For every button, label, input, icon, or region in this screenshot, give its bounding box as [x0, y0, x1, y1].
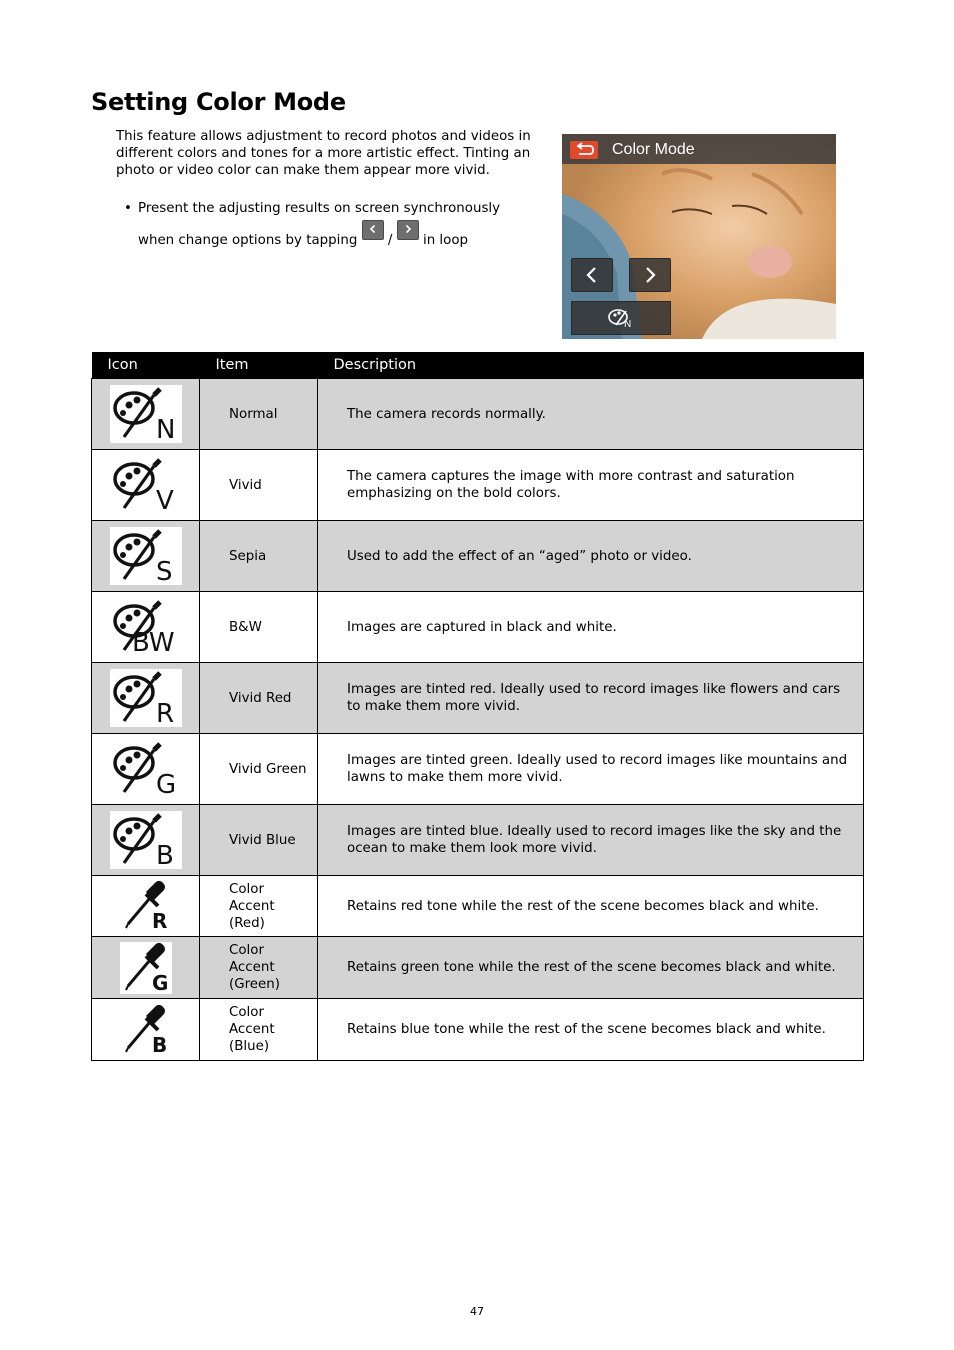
color-mode-palette-icon	[110, 740, 182, 798]
table-row	[92, 805, 864, 876]
color-mode-palette-icon	[110, 598, 182, 656]
item-name: Color Accent (Blue)	[200, 999, 318, 1061]
item-name: Normal	[200, 379, 318, 450]
color-mode-palette-icon	[110, 811, 182, 869]
camera-title-bar	[562, 134, 836, 164]
table-row	[92, 999, 864, 1061]
bullet-text: Present the adjusting results on screen synchronously when change options by tapping	[138, 201, 501, 248]
color-accent-dropper-icon	[120, 942, 172, 994]
color-mode-table	[91, 352, 864, 1061]
item-name: Sepia	[200, 521, 318, 592]
table-row	[92, 663, 864, 734]
svg-text:R: R	[151, 909, 167, 932]
item-name: B&W	[200, 592, 318, 663]
page-number: 47	[470, 1305, 484, 1318]
color-mode-palette-icon	[110, 385, 182, 443]
svg-text:N: N	[155, 415, 175, 443]
header-description: Description	[318, 352, 864, 379]
item-description: Images are captured in black and white.	[318, 592, 864, 663]
svg-text:B: B	[155, 841, 174, 869]
svg-text:B: B	[151, 1032, 167, 1056]
item-description: Retains green tone while the rest of the scene becomes black and white.	[318, 937, 864, 999]
item-description: Retains red tone while the rest of the scene becomes black and white.	[318, 876, 864, 937]
item-description: Images are tinted blue. Ideally used to record images like the sky and the ocean to make them look more vivid.	[318, 805, 864, 876]
camera-screen	[562, 134, 836, 339]
color-accent-dropper-icon	[120, 1004, 172, 1056]
item-description: Retains blue tone while the rest of the scene becomes black and white.	[318, 999, 864, 1061]
color-mode-normal-icon[interactable]	[571, 301, 671, 335]
svg-text:BW: BW	[131, 628, 175, 656]
color-mode-palette-icon	[110, 669, 182, 727]
table-row	[92, 521, 864, 592]
item-name: Vivid	[200, 450, 318, 521]
svg-text:G: G	[155, 770, 176, 798]
table-row	[92, 450, 864, 521]
back-icon[interactable]	[570, 141, 598, 159]
item-name: Vivid Red	[200, 663, 318, 734]
bullet-dot: •	[124, 201, 132, 216]
item-description: The camera captures the image with more contrast and saturation emphasizing on the bold colors.	[318, 450, 864, 521]
chevron-right-icon	[397, 220, 419, 240]
camera-next-button[interactable]	[629, 258, 671, 292]
item-description: Used to add the effect of an “aged” photo or video.	[318, 521, 864, 592]
header-item: Item	[200, 352, 318, 379]
item-name: Color Accent (Green)	[200, 937, 318, 999]
bullet-separator: /	[387, 233, 393, 248]
item-description: Images are tinted green. Ideally used to record images like mountains and lawns to make them more vivid.	[318, 734, 864, 805]
item-description: The camera records normally.	[318, 379, 864, 450]
page-title: Setting Color Mode	[91, 88, 346, 116]
table-row	[92, 876, 864, 937]
svg-text:N: N	[624, 319, 632, 330]
svg-text:S: S	[155, 557, 173, 585]
table-header-row	[92, 352, 864, 379]
camera-prev-button[interactable]	[571, 258, 613, 292]
color-mode-palette-icon	[110, 456, 182, 514]
color-accent-dropper-icon	[120, 880, 172, 932]
item-description: Images are tinted red. Ideally used to record images like flowers and cars to make them more vivid.	[318, 663, 864, 734]
item-name: Vivid Green	[200, 734, 318, 805]
svg-text:G: G	[151, 970, 168, 994]
camera-title: Color Mode	[612, 141, 695, 158]
item-name: Vivid Blue	[200, 805, 318, 876]
table-row	[92, 734, 864, 805]
svg-text:R: R	[155, 699, 174, 727]
chevron-left-icon	[362, 220, 384, 240]
intro-paragraph: This feature allows adjustment to record photos and videos in different colors and tones for a more artistic effect. Tinting an photo or video color can make them appear more vivid.	[116, 129, 531, 178]
item-name: Color Accent (Red)	[200, 876, 318, 937]
svg-text:V: V	[155, 486, 174, 514]
table-row	[92, 379, 864, 450]
table-row	[92, 592, 864, 663]
table-row	[92, 937, 864, 999]
color-mode-palette-icon	[110, 527, 182, 585]
header-icon: Icon	[92, 352, 200, 379]
bullet-text-end: in loop	[422, 233, 469, 248]
